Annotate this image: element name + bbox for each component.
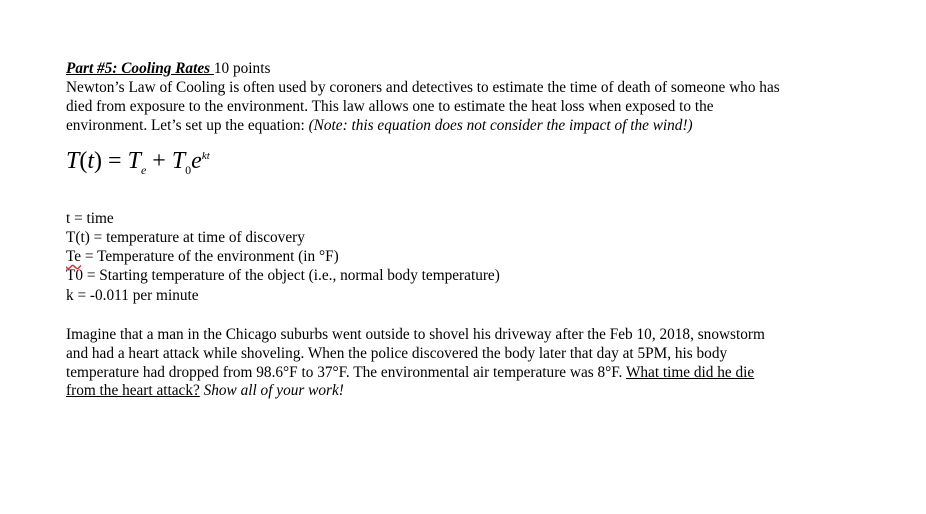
problem-line: and had a heart attack while shoveling. When the police discovered the body later that day at 5PM, his body bbox=[66, 345, 728, 362]
question-text: What time did he die bbox=[625, 364, 755, 381]
intro-line: died from exposure to the environment. This law allows one to estimate the heat loss when exposed to the bbox=[66, 98, 714, 115]
definition-t0 bbox=[66, 266, 500, 285]
problem-line: Imagine that a man in the Chicago suburbs went outside to shovel his driveway after the Feb 10, 2018, snowstorm bbox=[66, 326, 765, 343]
intro-line bbox=[66, 116, 693, 135]
eq-t0-sub: 0 bbox=[185, 162, 192, 177]
intro-text: environment. Let’s set up the equation: bbox=[66, 117, 309, 134]
eq-equals: = bbox=[102, 148, 128, 174]
problem-text: temperature had dropped from 98.6°F to 37°F. The environmental air temperature was 8°F. bbox=[66, 364, 626, 381]
def-symbol: t bbox=[66, 210, 71, 227]
definition-tt bbox=[66, 228, 305, 247]
definition-k bbox=[66, 286, 199, 305]
eq-exp: kt bbox=[201, 150, 210, 162]
section-heading bbox=[66, 59, 270, 78]
def-text: = Starting temperature of the object (i.e., normal body temperature) bbox=[83, 267, 500, 284]
def-text: = temperature at time of discovery bbox=[89, 229, 305, 246]
eq-te-sub: e bbox=[140, 162, 147, 177]
instruction-text: Show all of your work! bbox=[203, 382, 344, 399]
def-symbol: T0 bbox=[66, 267, 83, 284]
eq-arg: t bbox=[87, 148, 95, 174]
eq-t0: T bbox=[171, 148, 186, 174]
problem-line bbox=[66, 363, 754, 382]
def-symbol: k bbox=[66, 287, 74, 304]
wind-note: (Note: this equation does not consider the impact of the wind!) bbox=[308, 117, 693, 134]
def-text: = time bbox=[70, 210, 114, 227]
def-text: = Temperature of the environment (in °F) bbox=[81, 248, 339, 265]
definition-t bbox=[66, 209, 114, 228]
intro-line: Newton’s Law of Cooling is often used by coroners and detectives to estimate the time of death of someone who has bbox=[66, 79, 780, 96]
problem-line bbox=[66, 381, 344, 400]
cooling-equation: $T(t) = T_e + T_0e^{kt}$ bbox=[66, 148, 210, 177]
eq-lhs: T bbox=[66, 148, 80, 174]
eq-plus: + bbox=[146, 148, 172, 174]
eq-e: e bbox=[191, 148, 202, 174]
def-symbol: Te bbox=[66, 248, 82, 265]
part-title: Part #5: Cooling Rates bbox=[66, 60, 214, 77]
def-symbol: T(t) bbox=[66, 229, 90, 246]
eq-te: T bbox=[127, 148, 141, 174]
def-text: = -0.011 per minute bbox=[73, 287, 199, 304]
question-text: from the heart attack? bbox=[66, 382, 200, 399]
definition-te bbox=[66, 247, 339, 266]
points-label: 10 points bbox=[213, 60, 271, 77]
